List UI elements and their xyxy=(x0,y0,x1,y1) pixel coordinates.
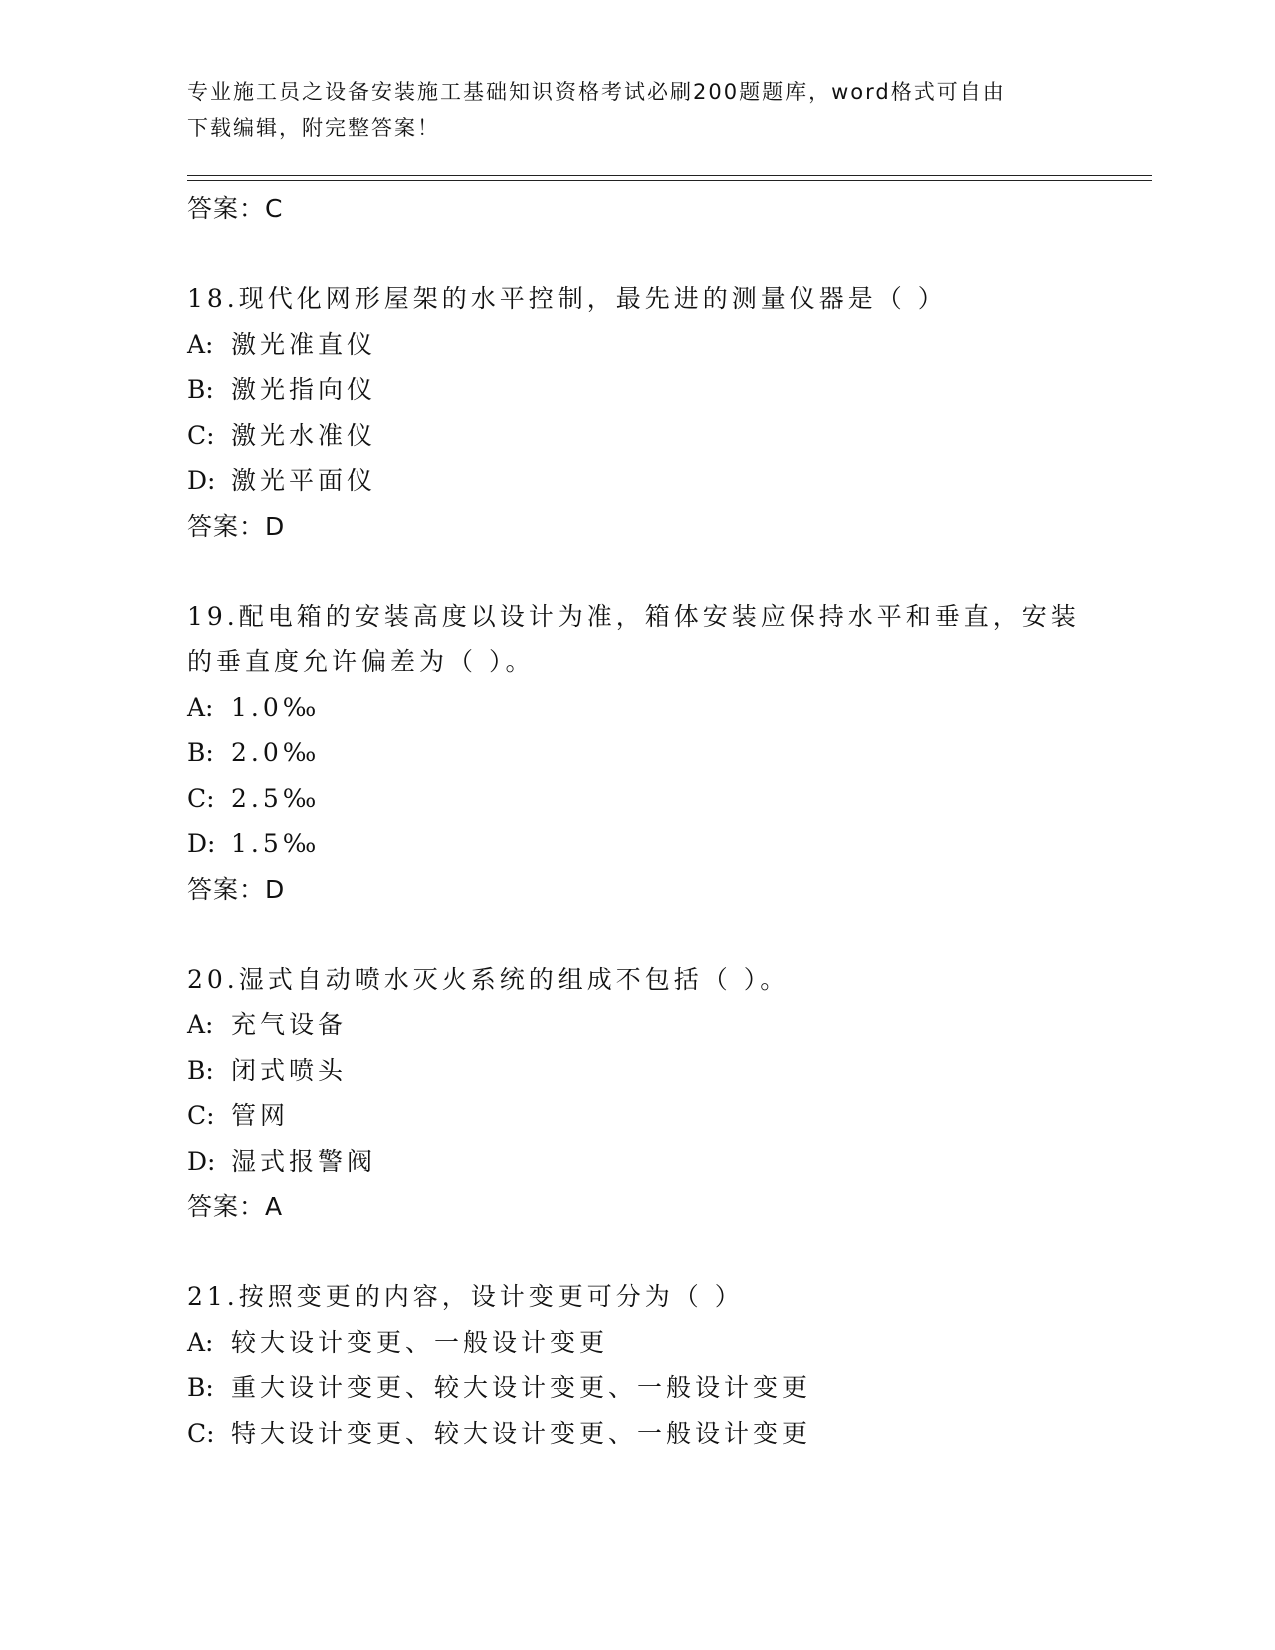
option-text: 充气设备 xyxy=(231,1010,348,1039)
answer: 答案：D xyxy=(187,511,286,541)
option-label: A: xyxy=(187,329,214,359)
option-text: 1.5‰ xyxy=(231,829,321,858)
option-text: 激光指向仪 xyxy=(231,375,377,404)
option-text: 较大设计变更、一般设计变更 xyxy=(231,1327,609,1357)
option-text: 2.5‰ xyxy=(231,783,321,813)
option-text: 特大设计变更、较大设计变更、一般设计变更 xyxy=(231,1418,812,1448)
option-text: 激光水准仪 xyxy=(231,420,377,450)
answer: 答案：D xyxy=(187,874,286,904)
header-line-1: 专业施工员之设备安装施工基础知识资格考试必刷200题题库，word格式可自由 xyxy=(187,80,1006,104)
question-list xyxy=(187,186,1087,1456)
option-label: D: xyxy=(187,1146,216,1176)
question-20 xyxy=(187,957,1087,1230)
option-b xyxy=(187,1048,1087,1094)
option-label: C: xyxy=(187,1418,215,1448)
option-label: B: xyxy=(187,375,214,404)
option-c xyxy=(187,776,1087,822)
option-label: B: xyxy=(187,738,214,767)
option-label: C: xyxy=(187,420,215,450)
answer: 答案：A xyxy=(187,1192,284,1221)
option-b xyxy=(187,730,1087,776)
option-label: B: xyxy=(187,1055,214,1085)
option-text: 2.0‰ xyxy=(231,738,321,767)
question-text: 20.湿式自动喷水灭火系统的组成不包括（ ）。 xyxy=(187,964,790,994)
document-header xyxy=(187,74,1087,146)
option-text: 管网 xyxy=(231,1101,290,1130)
option-label: D: xyxy=(187,829,216,858)
option-b xyxy=(187,1365,1087,1411)
header-divider-bottom xyxy=(187,180,1152,181)
header-divider-top xyxy=(187,175,1152,176)
option-label: C: xyxy=(187,783,215,813)
question-18 xyxy=(187,276,1087,549)
option-label: A: xyxy=(187,1327,214,1357)
option-label: C: xyxy=(187,1101,215,1130)
previous-answer: 答案：C xyxy=(187,194,284,223)
option-c xyxy=(187,1093,1087,1139)
option-label: A: xyxy=(187,1010,214,1039)
option-a xyxy=(187,322,1087,368)
option-a xyxy=(187,1320,1087,1366)
option-c xyxy=(187,413,1087,459)
option-text: 重大设计变更、较大设计变更、一般设计变更 xyxy=(231,1373,812,1402)
option-text: 激光准直仪 xyxy=(231,329,377,359)
option-d xyxy=(187,1139,1087,1185)
option-a xyxy=(187,1002,1087,1048)
option-label: B: xyxy=(187,1373,214,1402)
option-text: 闭式喷头 xyxy=(231,1055,348,1085)
header-line-2: 下载编辑，附完整答案！ xyxy=(187,116,440,140)
option-a xyxy=(187,685,1087,731)
option-label: A: xyxy=(187,692,214,722)
option-text: 激光平面仪 xyxy=(231,466,377,495)
option-label: D: xyxy=(187,466,216,495)
option-c xyxy=(187,1411,1087,1457)
option-d xyxy=(187,821,1087,867)
option-d xyxy=(187,458,1087,504)
question-21 xyxy=(187,1274,1087,1456)
option-b xyxy=(187,367,1087,413)
option-text: 1.0‰ xyxy=(231,692,321,722)
question-text: 21.按照变更的内容，设计变更可分为（ ） xyxy=(187,1282,744,1311)
question-text: 19.配电箱的安装高度以设计为准，箱体安装应保持水平和垂直，安装的垂直度允许偏差为（ ）。 xyxy=(187,601,1080,676)
question-19 xyxy=(187,594,1087,912)
option-text: 湿式报警阀 xyxy=(231,1146,377,1176)
question-text: 18.现代化网形屋架的水平控制，最先进的测量仪器是（ ） xyxy=(187,284,947,313)
